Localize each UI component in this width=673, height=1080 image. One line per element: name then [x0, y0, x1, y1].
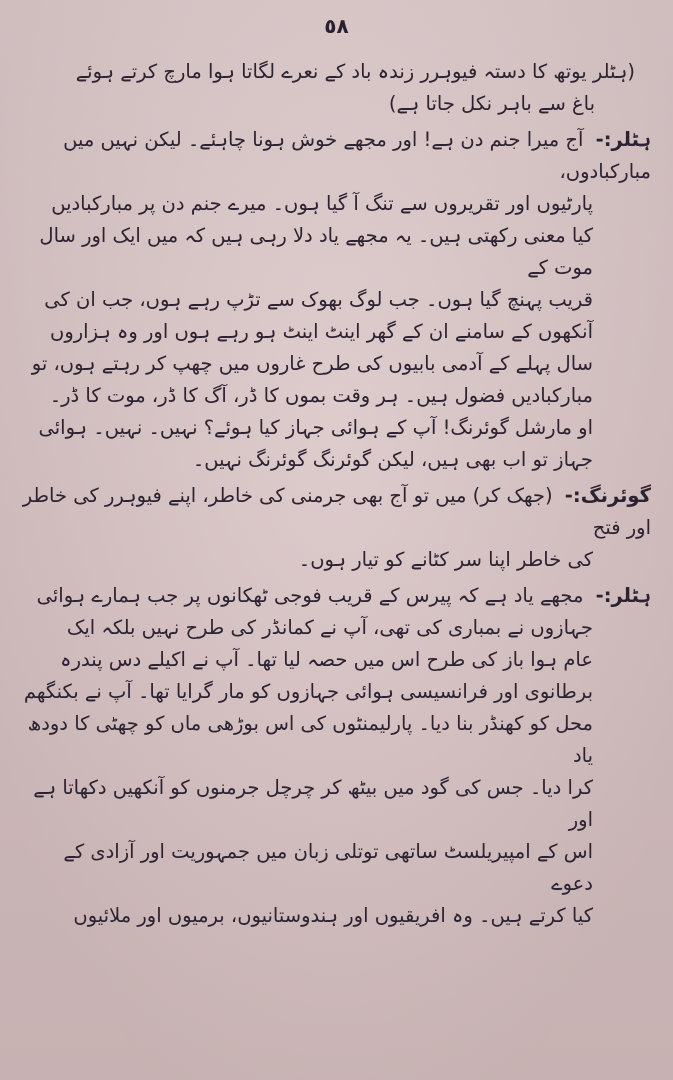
- stage-direction: [22, 56, 651, 120]
- dialogue-paragraph: [22, 124, 651, 476]
- dialogue-first-line: [22, 580, 651, 612]
- dialogue-first-line: [22, 124, 651, 188]
- page-number: ٥٨: [324, 14, 349, 38]
- dialogue-line: سال پہلے کے آدمی بابیوں کی طرح غاروں میں چھپ کر رہتے ہوں، تو: [31, 352, 593, 375]
- dialogue-line: کرا دیا۔ جس کی گود میں بیٹھ کر چرچل جرمنوں کو آنکھیں دکھاتا ہے اور: [33, 776, 593, 831]
- dialogue-text: مجھے یاد ہے کہ پیرس کے قریب فوجی ٹھکانوں پر جب ہمارے ہوائی: [36, 584, 590, 607]
- dialogue-line: قریب پہنچ گیا ہوں۔ جب لوگ بھوک سے تڑپ رہے ہوں، جب ان کی: [44, 288, 593, 311]
- dialogue-line: اس کے امپیریلسٹ ساتھی توتلی زبان میں جمہوریت اور آزادی کے دعوے: [63, 840, 593, 895]
- dialogue-line: برطانوی اور فرانسیسی ہوائی جہازوں کو مار گرایا تھا۔ آپ نے بکنگھم: [23, 680, 593, 703]
- dialogue-first-line: [22, 480, 651, 544]
- dialogue-paragraph: [22, 480, 651, 576]
- dialogue-line: عام ہوا باز کی طرح اس میں حصہ لیا تھا۔ آپ نے اکیلے دس پندرہ: [60, 648, 593, 671]
- dialogue-text: (جھک کر) میں تو آج بھی جرمنی کی خاطر، اپنے فیوہرر کی خاطر اور فتح: [22, 484, 651, 539]
- speaker-name: گوئرنگ:-: [564, 484, 651, 507]
- dialogue-line: مبارکبادیں فضول ہیں۔ ہر وقت بموں کا ڈر، آگ کا ڈر، موت کا ڈر۔: [49, 384, 593, 407]
- dialogue-line: کیا کرتے ہیں۔ وہ افریقیوں اور ہندوستانیوں، برمیوں اور ملائیوں: [73, 904, 593, 927]
- dialogue-line: جہازوں نے بمباری کی تھی، آپ نے کمانڈر کی طرح نہیں بلکہ ایک: [66, 616, 593, 639]
- dialogue-paragraph: [22, 580, 651, 932]
- dialogue-line: او مارشل گوئرنگ! آپ کے ہوائی جہاز کیا ہوئے؟ نہیں۔ نہیں۔ ہوائی: [38, 416, 593, 439]
- stage-direction-line: باغ سے باہر نکل جاتا ہے): [388, 92, 595, 115]
- dialogue-line: پارٹیوں اور تقریروں سے تنگ آ گیا ہوں۔ میرے جنم دن پر مبارکبادیں: [51, 192, 593, 215]
- page-text: [22, 56, 651, 932]
- speaker-name: ہٹلر:-: [595, 128, 651, 151]
- speaker-name: ہٹلر:-: [595, 584, 651, 607]
- dialogue-line: جہاز تو اب بھی ہیں، لیکن گوئرنگ گوئرنگ نہیں۔: [192, 448, 593, 471]
- stage-direction-line: (ہٹلر یوتھ کا دستہ فیوہرر زندہ باد کے نعرے لگاتا ہوا مارچ کرتے ہوئے: [75, 60, 635, 83]
- dialogue-paragraphs: [22, 124, 651, 932]
- dialogue-line: آنکھوں کے سامنے ان کے گھر اینٹ اینٹ ہو رہے ہوں اور وہ ہزاروں: [50, 320, 593, 343]
- dialogue-text: آج میرا جنم دن ہے! اور مجھے خوش ہونا چاہئے۔ لیکن نہیں میں مبارکبادوں،: [63, 128, 651, 183]
- dialogue-line: کیا معنی رکھتی ہیں۔ یہ مجھے یاد دلا رہی ہیں کہ میں ایک اور سال موت کے: [39, 224, 593, 279]
- dialogue-line: محل کو کھنڈر بنا دیا۔ پارلیمنٹوں کی اس بوڑھی ماں کو چھٹی کا دودھ یاد: [27, 712, 593, 767]
- dialogue-line: کی خاطر اپنا سر کٹانے کو تیار ہوں۔: [298, 548, 593, 571]
